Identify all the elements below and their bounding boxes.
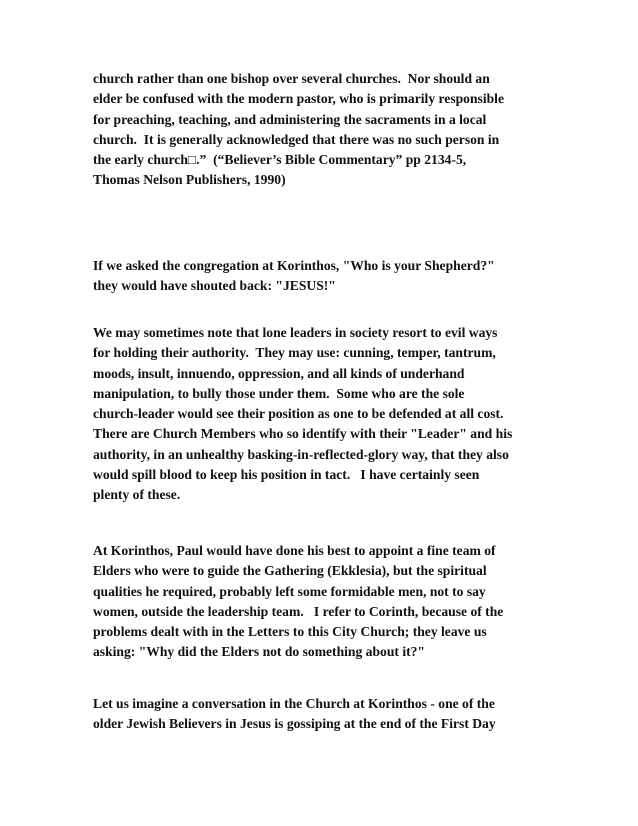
paragraph-imagined-conversation (93, 694, 563, 735)
text-line: would spill blood to keep his position in tact. I have certainly seen (93, 467, 480, 483)
text-line: for holding their authority. They may use: cunning, temper, tantrum, (93, 345, 496, 361)
text-line: problems dealt with in the Letters to this City Church; they leave us (93, 624, 487, 640)
text-line: We may sometimes note that lone leaders in society resort to evil ways (93, 325, 498, 340)
text-line: the early church□.” (“Believer’s Bible Commentary” pp 2134-5, (93, 152, 467, 168)
text-line: church-leader would see their position as one to be defended at all cost. (93, 406, 504, 422)
paragraph-korinthos-elders (93, 541, 563, 663)
text-line: At Korinthos, Paul would have done his best to appoint a fine team of (93, 543, 496, 558)
text-line: women, outside the leadership team. I refer to Corinth, because of the (93, 603, 504, 619)
text-line: manipulation, to bully those under them. Some who are the sole (93, 385, 465, 401)
text-line: for preaching, teaching, and administering the sacraments in a local (93, 111, 487, 127)
text-line: they would have shouted back: "JESUS!" (93, 278, 336, 294)
text-line: plenty of these. (93, 487, 181, 503)
text-line: Elders who were to guide the Gathering (Ekklesia), but the spiritual (93, 563, 487, 579)
text-line: older Jewish Believers in Jesus is gossiping at the end of the First Day (93, 716, 496, 732)
paragraph-commentary-quote (93, 69, 563, 191)
text-line: Let us imagine a conversation in the Church at Korinthos - one of the (93, 696, 495, 711)
text-line: There are Church Members who so identify with their "Leader" and his (93, 426, 513, 442)
text-line: If we asked the congregation at Korinthos, "Who is your Shepherd?" (93, 258, 495, 273)
text-line: moods, insult, innuendo, oppression, and all kinds of underhand (93, 365, 465, 381)
text-line: church rather than one bishop over several churches. Nor should an (93, 71, 490, 86)
text-line: church. It is generally acknowledged that there was no such person in (93, 131, 500, 147)
text-line: authority, in an unhealthy basking-in-reflected-glory way, that they also (93, 446, 509, 462)
text-line: qualities he required, probably left some formidable men, not to say (93, 583, 486, 599)
paragraph-shepherd-question (93, 256, 563, 297)
text-line: asking: "Why did the Elders not do something about it?" (93, 644, 425, 660)
text-line: elder be confused with the modern pastor, who is primarily responsible (93, 91, 504, 107)
paragraph-lone-leaders (93, 323, 563, 506)
text-line: Thomas Nelson Publishers, 1990) (93, 172, 286, 188)
